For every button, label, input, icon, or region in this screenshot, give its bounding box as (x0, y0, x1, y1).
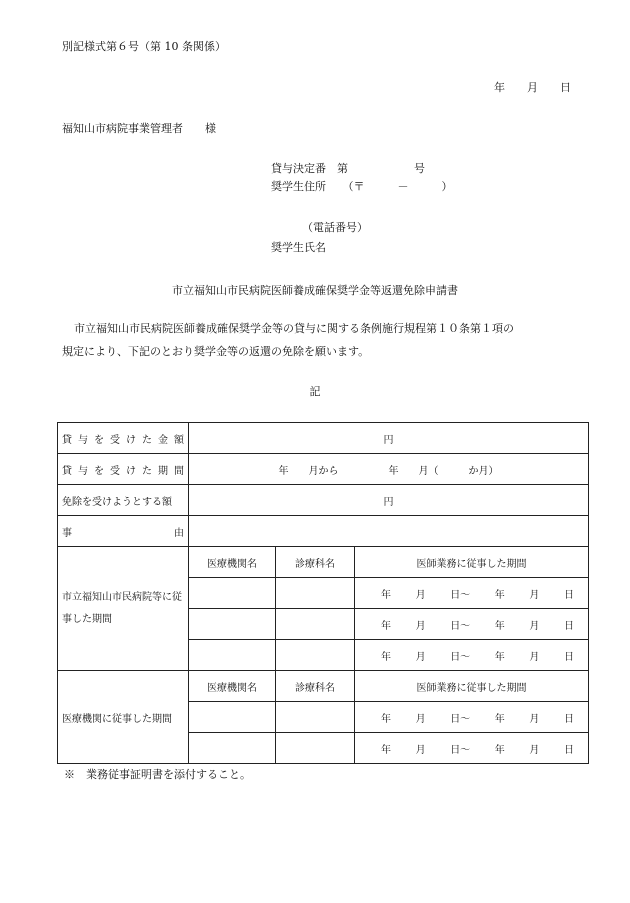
reason-label: 事由 (58, 516, 189, 547)
table-row (58, 516, 589, 547)
department-header: 診療科名 (276, 671, 355, 702)
hospital-service-label: 市立福知山市民病院等に従事した期間 (58, 547, 189, 671)
period-part: 年 (494, 589, 505, 601)
addressee: 福知山市病院事業管理者 様 (62, 122, 216, 135)
period-part: 日～ (450, 620, 471, 632)
period-part: 年 (494, 620, 505, 632)
period-part: 年 (381, 744, 391, 756)
loan-period-label: 貸与を受けた期間 (58, 454, 189, 485)
institution-header: 医療機関名 (189, 671, 276, 702)
table-row (58, 423, 589, 454)
table-row (58, 485, 589, 516)
period-header: 医師業務に従事した期間 (355, 671, 589, 702)
body-text-line-1: 市立福知山市民病院医師養成確保奨学金等の貸与に関する条例施行規程第１０条第１項の (74, 322, 514, 335)
form-number: 別記様式第６号（第 10 条関係） (62, 40, 226, 53)
exemption-amount-label: 免除を受けようとする額 (58, 485, 189, 516)
period-date-range (359, 617, 584, 632)
institution-cell[interactable] (189, 702, 276, 733)
period-part: 年 (381, 589, 391, 601)
department-cell[interactable] (276, 733, 355, 764)
date-line: 年 月 日 (494, 81, 571, 94)
ki-heading: 記 (309, 385, 321, 398)
period-cell[interactable] (355, 733, 589, 764)
period-part: 月 (415, 713, 426, 725)
period-part: 月 (529, 713, 540, 725)
table-row (58, 671, 589, 702)
period-part: 日～ (450, 651, 471, 663)
footnote: ※ 業務従事証明書を添付すること。 (64, 768, 251, 781)
period-cell[interactable] (355, 702, 589, 733)
period-cell[interactable] (355, 640, 589, 671)
period-part: 月 (529, 744, 540, 756)
student-name-label: 奨学生氏名 (271, 241, 326, 254)
department-cell[interactable] (276, 640, 355, 671)
institution-cell[interactable] (189, 733, 276, 764)
period-header: 医師業務に従事した期間 (355, 547, 589, 578)
period-part: 日～ (450, 713, 471, 725)
period-part: 年 (494, 713, 505, 725)
loan-decision-number: 貸与決定番 第 号 (271, 162, 425, 175)
period-cell[interactable] (355, 609, 589, 640)
period-part: 日 (563, 744, 574, 756)
period-part: 月 (529, 620, 540, 632)
period-date-range (359, 710, 584, 725)
department-cell[interactable] (276, 609, 355, 640)
department-cell[interactable] (276, 578, 355, 609)
period-part: 日 (563, 589, 574, 601)
period-part: 日～ (450, 589, 471, 601)
institution-cell[interactable] (189, 578, 276, 609)
period-part: 月 (415, 620, 426, 632)
loan-amount-value[interactable]: 円 (189, 423, 589, 454)
period-part: 月 (415, 589, 426, 601)
period-part: 月 (415, 744, 426, 756)
period-part: 年 (381, 651, 391, 663)
period-part: 日～ (450, 744, 471, 756)
period-part: 年 (494, 744, 505, 756)
department-header: 診療科名 (276, 547, 355, 578)
phone-number-label: （電話番号） (302, 221, 368, 234)
period-date-range (359, 586, 584, 601)
period-date-range (359, 741, 584, 756)
loan-period-value[interactable]: 年 月から 年 月（ か月） (189, 454, 589, 485)
period-part: 年 (494, 651, 505, 663)
reason-value[interactable] (189, 516, 589, 547)
period-part: 日 (563, 620, 574, 632)
body-text-line-2: 規定により、下記のとおり奨学金等の返還の免除を願います。 (62, 345, 370, 358)
department-cell[interactable] (276, 702, 355, 733)
institution-cell[interactable] (189, 609, 276, 640)
period-date-range (359, 648, 584, 663)
student-address: 奨学生住所 （〒 － ） (271, 180, 453, 193)
table-row (58, 547, 589, 578)
exemption-amount-value[interactable]: 円 (189, 485, 589, 516)
period-part: 月 (415, 651, 426, 663)
document-title: 市立福知山市民病院医師養成確保奨学金等返還免除申請書 (172, 284, 458, 297)
period-part: 年 (381, 620, 391, 632)
application-table (57, 422, 589, 764)
period-part: 日 (563, 651, 574, 663)
period-part: 年 (381, 713, 391, 725)
institution-cell[interactable] (189, 640, 276, 671)
period-part: 月 (529, 589, 540, 601)
table-row (58, 454, 589, 485)
period-cell[interactable] (355, 578, 589, 609)
medical-service-label: 医療機関に従事した期間 (58, 671, 189, 764)
loan-amount-label: 貸与を受けた金額 (58, 423, 189, 454)
period-part: 日 (563, 713, 574, 725)
institution-header: 医療機関名 (189, 547, 276, 578)
period-part: 月 (529, 651, 540, 663)
